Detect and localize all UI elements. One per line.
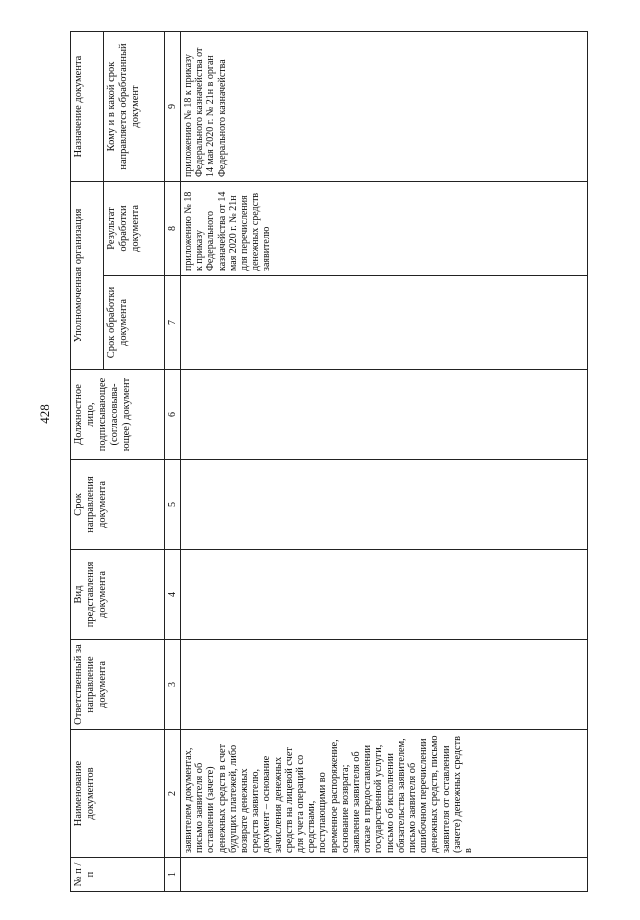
- column-number-row: [165, 32, 181, 892]
- header-send-deadline: Срок направления документа: [71, 460, 165, 550]
- header-signing-official: Должностное лицо, подписывающее (согласовыва-ющее) документ: [71, 370, 165, 460]
- column-number: 6: [165, 370, 181, 460]
- header-document-name: Наименование документов: [71, 730, 165, 858]
- header-recipient: Кому и в какой срок направляется обработанный документ: [104, 32, 165, 182]
- column-number: 7: [165, 276, 181, 370]
- header-document-purpose: Назначение документа: [71, 32, 104, 182]
- cell-recipient: приложению № 18 к приказу Федерального казначейства от 14 мая 2020 г. № 21н в орган Федерального казначейства: [181, 32, 588, 182]
- cell-signing-official: [181, 370, 588, 460]
- column-number: 1: [165, 858, 181, 892]
- cell-processing-result: приложению № 18 к приказу Федерального казначейства от 14 мая 2020 г. № 21н для перечисления денежных средств заявителю: [181, 182, 588, 276]
- cell-send-deadline: [181, 460, 588, 550]
- header-authorized-organization: Уполномоченная организация: [71, 182, 104, 370]
- header-presentation-type: Вид представления документа: [71, 550, 165, 640]
- column-number: 4: [165, 550, 181, 640]
- header-row-top: [71, 32, 104, 892]
- column-number: 8: [165, 182, 181, 276]
- documents-table: [70, 31, 588, 892]
- cell-responsible: [181, 640, 588, 730]
- cell-processing-deadline: [181, 276, 588, 370]
- cell-presentation-type: [181, 550, 588, 640]
- page-number: 428: [37, 404, 52, 424]
- column-number: 2: [165, 730, 181, 858]
- column-number: 3: [165, 640, 181, 730]
- header-responsible: Ответственный за направление документа: [71, 640, 165, 730]
- rotated-table-wrapper: [70, 32, 590, 892]
- column-number: 5: [165, 460, 181, 550]
- cell-number: [181, 858, 588, 892]
- header-processing-result: Результат обработки документа: [104, 182, 165, 276]
- table-row: [181, 32, 588, 892]
- column-number: 9: [165, 32, 181, 182]
- header-processing-deadline: Срок обработки документа: [104, 276, 165, 370]
- cell-document-names: заявителем документах, письмо заявителя об оставлении (зачете) денежных средств в счет будущих платежей, либо возврате денежных средств заявителю, документ – основание зачисления денежных средств на лицевой счет для учета операций со средствами, поступающими во временное распоряжение, основание возврата; заявление заявителя об отказе в предоставлении государственной услуги, письмо об исполнении обязательства заявителем, письмо заявителя об ошибочном перечислении денежных средств, письмо заявителя от оставлении (зачете) денежных средств в: [181, 730, 588, 858]
- header-number: № п / п: [71, 858, 165, 892]
